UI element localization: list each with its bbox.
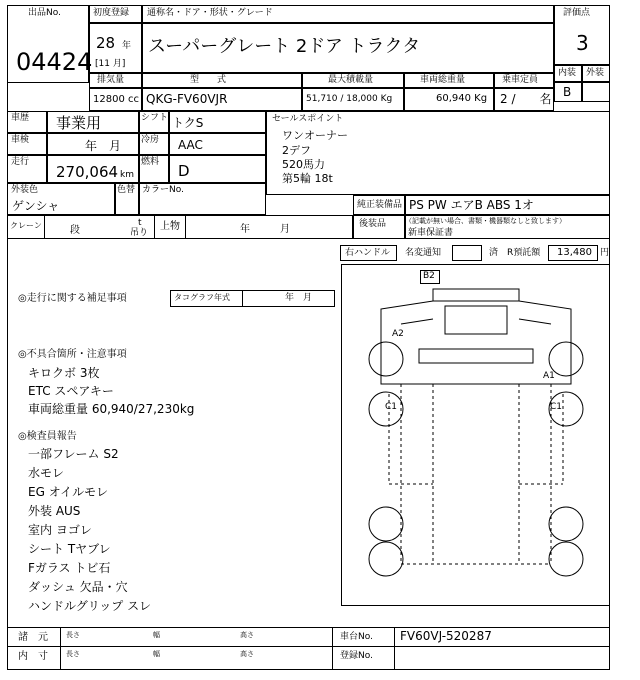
history-value: 事業用 (56, 114, 102, 132)
sales-point-item: 第5輪 18t (282, 172, 333, 185)
handle-value: 右ハンドル (345, 248, 391, 258)
defect-item: ETC スペアキー (28, 384, 114, 398)
sales-point-item: ワンオーナー (282, 129, 348, 142)
capacity-label: 乗車定員 (502, 75, 539, 85)
crane-divider (154, 215, 155, 239)
loading-date: 年 月 (240, 224, 290, 235)
interior-label: 内装 (558, 68, 577, 78)
crane-hang: 吊り (130, 228, 149, 238)
driving-notes-title: ◎走行に関する補足事項 (18, 293, 127, 304)
inspector-item: シート Tヤブレ (28, 542, 111, 556)
truck-diagram (341, 264, 610, 606)
shift-label: シフト (141, 113, 169, 123)
inner-length-label: 長さ (66, 650, 80, 658)
spec-length-label: 長さ (66, 631, 80, 639)
spec-label: 諸 元 (18, 632, 48, 643)
defects-title: ◎不具合箇所・注意事項 (18, 349, 127, 360)
footer-mid-line (7, 646, 610, 647)
footer-top-line (7, 627, 610, 628)
exterior-color-label: 外装色 (11, 185, 39, 195)
displacement-label: 排気量 (97, 75, 125, 85)
color-no-label: カラーNo. (142, 185, 184, 195)
meter-change-label: 名変通知 (405, 248, 442, 258)
fuel-label: 燃料 (141, 157, 160, 167)
sales-point-item: 520馬力 (282, 158, 325, 171)
defect-item: キロクボ 3枚 (28, 366, 100, 380)
inspector-item: 室内 ヨゴレ (28, 523, 92, 537)
yen-unit: 円 (600, 248, 610, 258)
gvw-label: 車両総重量 (420, 75, 466, 85)
chassis-number: FV60VJ-520287 (400, 629, 492, 643)
capacity-value: 2 / 名 (500, 92, 552, 106)
first-reg-label: 初度登録 (93, 8, 130, 18)
registration-label: 登録No. (340, 651, 373, 661)
defect-item: 車両総重量 60,940/27,230kg (28, 402, 195, 416)
damage-mark-c1-left: C1 (385, 402, 398, 412)
history-label: 車歴 (11, 113, 30, 123)
damage-mark-a2: A2 (392, 329, 404, 339)
loading-label: 上物 (160, 221, 180, 232)
cooler-label: 冷房 (141, 135, 160, 145)
max-load-value: 51,710 / 18,000 Kg (306, 94, 393, 104)
chassis-label: 車台No. (340, 632, 373, 642)
inner-width-label: 幅 (153, 650, 160, 658)
recycle-label: 済 (489, 248, 499, 258)
inspector-item: ダッシュ 欠品・穴 (28, 580, 128, 594)
gvw-value: 60,940 Kg (436, 93, 488, 104)
cooler-value: AAC (178, 138, 203, 152)
damage-mark-a1: A1 (543, 371, 555, 381)
model-value: QKG-FV60VJR (146, 92, 228, 106)
exterior-label: 外装 (586, 68, 605, 78)
after-note: （記載が無い場合、書類・機器類なしと致します） (405, 217, 566, 225)
max-load-label: 最大積載量 (328, 75, 374, 85)
score-label: 評価点 (563, 8, 591, 18)
inspector-item: 外装 AUS (28, 504, 81, 518)
loading-divider (185, 215, 186, 239)
sales-points-title: セールスポイント (272, 114, 344, 124)
tachograph-divider (242, 290, 243, 307)
sales-point-item: 2デフ (282, 144, 311, 157)
shift-value: トクS (172, 116, 204, 130)
inner-label: 内 寸 (18, 651, 48, 662)
damage-mark-b2: B2 (423, 271, 435, 281)
fuel-value: D (178, 162, 190, 180)
inspection-label: 車検 (11, 135, 30, 145)
interior-score: B (563, 85, 572, 99)
inspector-item: Fガラス トビ石 (28, 561, 111, 575)
exterior-score-cell (582, 82, 610, 102)
warranty-value: 新車保証書 (408, 228, 454, 238)
inspection-value: 年 月 (85, 139, 122, 153)
footer-divider (394, 627, 395, 670)
crane-stage: 段 (70, 225, 80, 236)
damage-mark-c1-right: C1 (550, 402, 563, 412)
inspector-item: 水モレ (28, 466, 65, 480)
inspector-item: EG オイルモレ (28, 485, 109, 499)
vehicle-name: スーパーグレート 2ドア トラクタ (148, 36, 421, 57)
first-reg-year: 28 (96, 34, 116, 52)
first-reg-month: [11 月] (95, 59, 126, 69)
footer-divider (60, 627, 61, 670)
mileage-label: 走行 (11, 157, 30, 167)
inspector-title: ◎検査員報告 (18, 431, 77, 442)
equipment-label: 純正装備品 (357, 200, 403, 210)
tachograph-value: 年 月 (285, 293, 313, 303)
lot-number: 04424 (16, 48, 93, 76)
meter-change-box (452, 245, 482, 261)
crane-row (7, 215, 353, 239)
score-value: 3 (576, 31, 589, 55)
lot-label: 出品No. (28, 8, 61, 18)
inspector-item: 一部フレーム S2 (28, 447, 119, 461)
recycle-fee-value: 13,480 (557, 247, 592, 258)
color-change-label: 色替 (117, 185, 136, 195)
model-label: 型 式 (190, 75, 227, 85)
spec-width-label: 幅 (153, 631, 160, 639)
inspector-item: ハンドルグリップ スレ (28, 599, 152, 613)
name-label: 通称名・ドア・形状・グレード (147, 8, 273, 18)
recycle-fee-label: R預託額 (507, 248, 541, 258)
footer-divider (332, 627, 333, 670)
inner-height-label: 高さ (240, 650, 254, 658)
tachograph-label: タコグラフ年式 (174, 293, 230, 302)
mileage-unit: km (120, 170, 134, 180)
equipment-value: PS PW エアB ABS 1オ (409, 198, 534, 212)
crane-label: クレーン (10, 221, 42, 230)
after-label: 後装品 (359, 219, 387, 229)
exterior-color-value: ゲンシャ (12, 199, 60, 213)
first-reg-year-unit: 年 (122, 41, 132, 51)
crane-ton: t (138, 218, 142, 228)
spec-height-label: 高さ (240, 631, 254, 639)
mileage-value: 270,064 (56, 163, 119, 181)
displacement-value: 12800 cc (93, 94, 139, 105)
